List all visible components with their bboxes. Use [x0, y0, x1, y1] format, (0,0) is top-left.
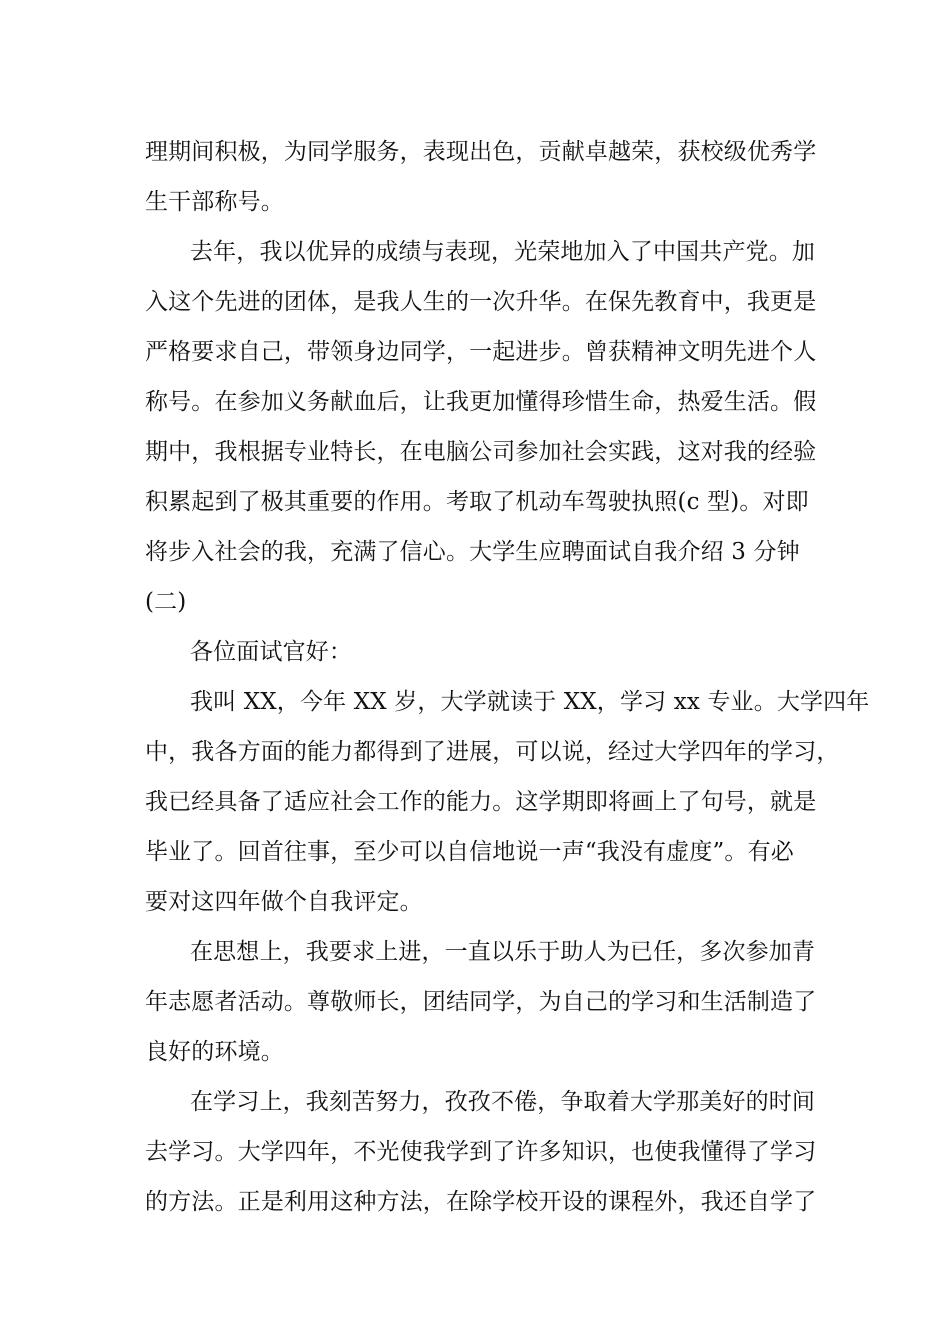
greeting-line: 各位面试官好：	[190, 639, 353, 665]
text-line: 期中，我根据专业特长，在电脑公司参加社会实践，这对我的经验	[145, 439, 817, 465]
text-line: 去年，我以优异的成绩与表现，光荣地加入了中国共产党。加	[190, 239, 816, 265]
section-label: (二)	[145, 589, 187, 615]
text-line: 理期间积极，为同学服务，表现出色，贡献卓越荣，获校级优秀学	[145, 139, 817, 165]
text-line: 积累起到了极其重要的作用。考取了机动车驾驶执照(c 型)。对即	[145, 489, 809, 515]
text-line: 将步入社会的我，充满了信心。大学生应聘面试自我介绍 3 分钟	[145, 539, 800, 565]
text-line: 去学习。大学四年，不光使我学到了许多知识，也使我懂得了学习	[145, 1139, 817, 1165]
text-line: 入这个先进的团体，是我人生的一次升华。在保先教育中，我更是	[145, 289, 817, 315]
text-line: 良好的环境。	[145, 1039, 284, 1065]
text-line: 生干部称号。	[145, 189, 284, 215]
text-line: 严格要求自己，带领身边同学，一起进步。曾获精神文明先进个人	[145, 339, 817, 365]
text-line: 年志愿者活动。尊敬师长，团结同学，为自己的学习和生活制造了	[145, 989, 817, 1015]
text-line: 毕业了。回首往事，至少可以自信地说一声“我没有虚度”。有必	[145, 839, 794, 865]
text-line: 的方法。正是利用这种方法，在除学校开设的课程外，我还自学了	[145, 1189, 817, 1215]
text-line: 在学习上，我刻苦努力，孜孜不倦，争取着大学那美好的时间	[190, 1089, 816, 1115]
text-line: 我叫 XX，今年 XX 岁，大学就读于 XX，学习 xx 专业。大学四年	[190, 689, 870, 715]
text-line: 我已经具备了适应社会工作的能力。这学期即将画上了句号，就是	[145, 789, 817, 815]
text-line: 在思想上，我要求上进，一直以乐于助人为已任，多次参加青	[190, 939, 816, 965]
text-line: 中，我各方面的能力都得到了进展，可以说，经过大学四年的学习，	[145, 739, 840, 765]
text-line: 要对这四年做个自我评定。	[145, 889, 423, 915]
text-line: 称号。在参加义务献血后，让我更加懂得珍惜生命，热爱生活。假	[145, 389, 817, 415]
